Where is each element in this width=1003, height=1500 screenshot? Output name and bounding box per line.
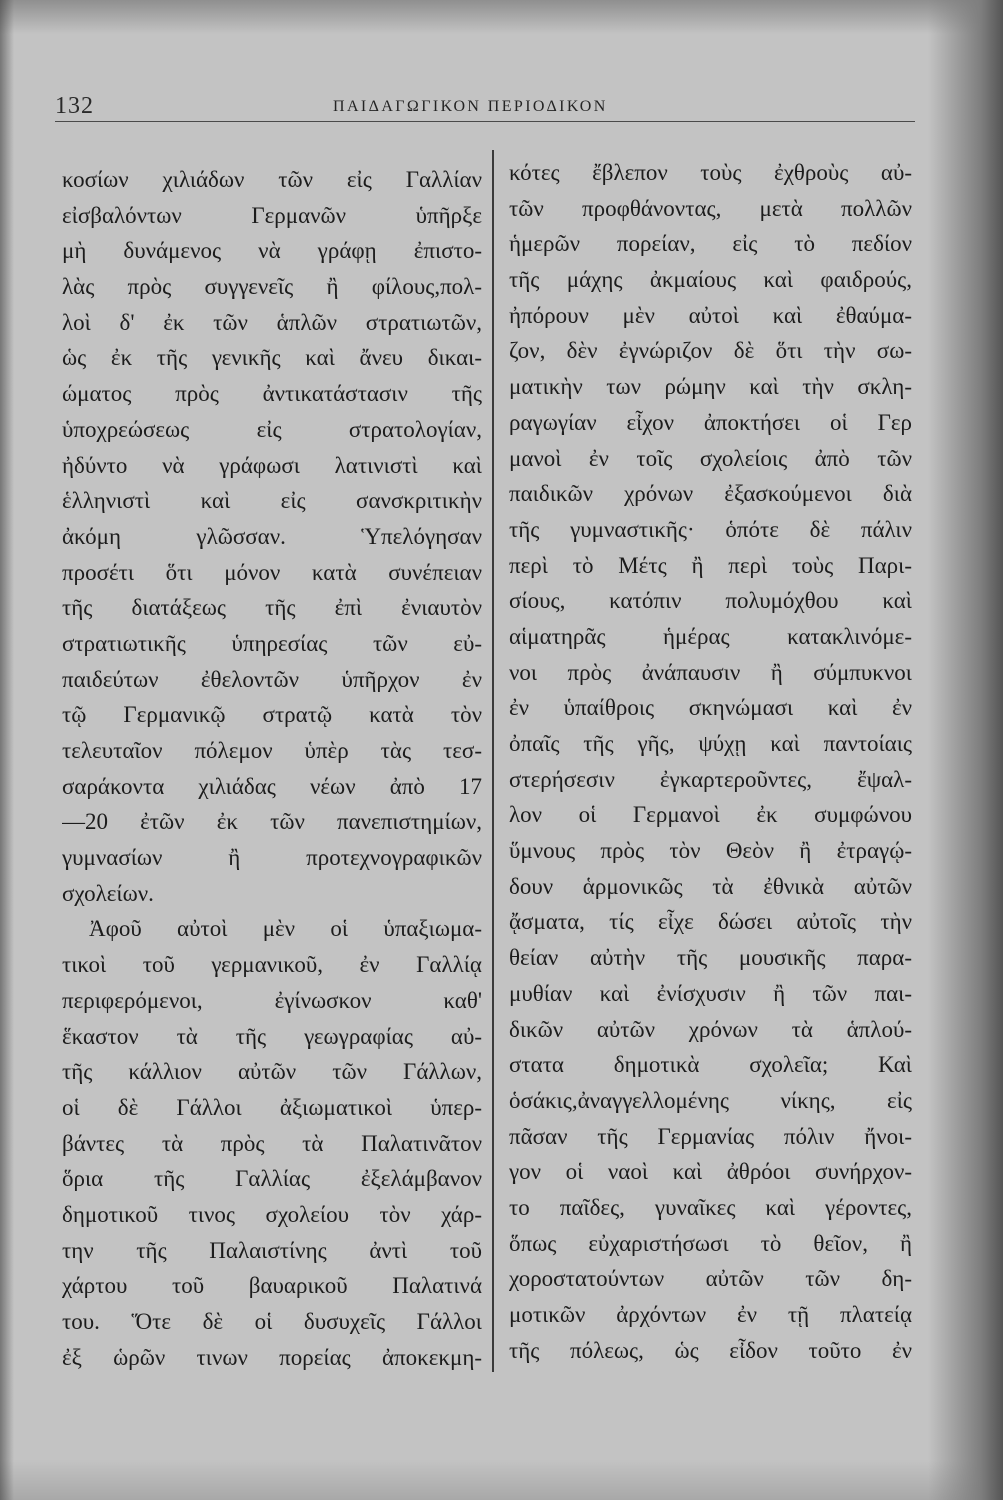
text-line: οἱ δὲ Γάλλοι ἀξιωματικοὶ ὑπερ-: [62, 1094, 482, 1120]
text-line: χάρτου τοῦ βαυαρικοῦ Παλατινά: [62, 1273, 482, 1299]
text-line: ὁσάκις,ἀναγγελλομένης νίκης, εἰς: [509, 1087, 912, 1113]
text-line: λοὶ δ' ἐκ τῶν ἁπλῶν στρατιωτῶν,: [62, 309, 482, 335]
text-line: τῆς πόλεως, ὡς εἶδον τοῦτο ἐν: [509, 1337, 912, 1363]
text-line: δημοτικοῦ τινος σχολείου τὸν χάρ-: [62, 1201, 482, 1227]
text-line: την τῆς Παλαιστίνης ἀντὶ τοῦ: [62, 1237, 482, 1263]
text-line: ἠπόρουν μὲν αὐτοὶ καὶ ἐθαύμα-: [509, 302, 912, 328]
text-line: παιδικῶν χρόνων ἐξασκούμενοι διὰ: [509, 481, 912, 507]
text-line: ὅπως εὐχαριστήσωσι τὸ θεῖον, ἢ: [509, 1230, 912, 1256]
text-line: μανοὶ ἐν τοῖς σχολείοις ἀπὸ τῶν: [509, 445, 912, 471]
text-line: γον οἱ ναοὶ καὶ ἀθρόοι συνήρχον-: [509, 1159, 912, 1185]
text-line: τῷ Γερμανικῷ στρατῷ κατὰ τὸν: [62, 702, 482, 728]
text-line: ὡς ἐκ τῆς γενικῆς καὶ ἄνευ δικαι-: [62, 345, 482, 371]
text-line: αἱματηρᾶς ἡμέρας κατακλινόμε-: [509, 623, 912, 649]
text-line: ραγωγίαν εἶχον ἀποκτήσει οἱ Γερ: [509, 409, 912, 435]
page-number: 132: [55, 93, 94, 119]
text-line: μὴ δυνάμενος νὰ γράφῃ ἐπιστο-: [62, 238, 482, 264]
text-line: —20 ἐτῶν ἐκ τῶν πανεπιστημίων,: [62, 809, 482, 835]
text-line: περιφερόμενοι, ἐγίνωσκον καθ': [62, 987, 482, 1013]
text-line: τῆς γυμναστικῆς· ὁπότε δὲ πάλιν: [509, 516, 912, 542]
text-line: δουν ἁρμονικῶς τὰ ἐθνικὰ αὐτῶν: [509, 873, 912, 899]
text-line: το παῖδες, γυναῖκες καὶ γέροντες,: [509, 1194, 912, 1220]
text-line: νοι πρὸς ἀνάπαυσιν ἢ σύμπυκνοι: [509, 659, 912, 685]
header-rule: [55, 121, 915, 122]
text-line: τικοὶ τοῦ γερμανικοῦ, ἐν Γαλλίᾳ: [62, 952, 482, 978]
text-line: τῶν προφθάνοντας, μετὰ πολλῶν: [509, 195, 912, 221]
paragraph-start-line: Ἀφοῦ αὐτοὶ μὲν οἱ ὑπαξιωμα-: [89, 916, 482, 942]
text-line: ἑλληνιστὶ καὶ εἰς σανσκριτικὴν: [62, 488, 482, 514]
text-line: πᾶσαν τῆς Γερμανίας πόλιν ἤνοι-: [509, 1123, 912, 1149]
text-line: ᾄσματα, τίς εἶχε δώσει αὐτοῖς τὴν: [509, 909, 912, 935]
running-title: ΠΑΙΔΑΓΩΓΙΚΟΝ ΠΕΡΙΟΔΙΚΟΝ: [333, 98, 608, 115]
text-line: τῆς μάχης ἀκμαίους καὶ φαιδρούς,: [509, 267, 912, 293]
text-line: εἰσβαλόντων Γερμανῶν ὑπῆρξε: [62, 202, 482, 228]
text-line: ἀκόμη γλῶσσαν. Ὑπελόγησαν: [62, 523, 482, 549]
text-line: λον οἱ Γερμανοὶ ἐκ συμφώνου: [509, 802, 912, 828]
text-line: γυμνασίων ἢ προτεχνογραφικῶν: [62, 845, 482, 871]
text-line: ἠδύντο νὰ γράφωσι λατινιστὶ καὶ: [62, 452, 482, 478]
text-line: μοτικῶν ἀρχόντων ἐν τῇ πλατείᾳ: [509, 1302, 912, 1327]
right-column: [509, 155, 912, 1368]
text-line: μυθίαν καὶ ἐνίσχυσιν ἢ τῶν παι-: [509, 980, 912, 1006]
column-divider: [492, 150, 494, 1372]
text-line: στατα δημοτικὰ σχολεῖα; Καὶ: [509, 1052, 912, 1078]
text-line: ὕμνους πρὸς τὸν Θεὸν ἢ ἐτραγῴ-: [509, 838, 912, 864]
text-line: ματικὴν των ρώμην καὶ τὴν σκλη-: [509, 374, 912, 400]
text-line: ζον, δὲν ἐγνώριζον δὲ ὅτι τὴν σω-: [509, 338, 912, 364]
text-line: στερήσεσιν ἐγκαρτεροῦντες, ἔψαλ-: [509, 766, 912, 792]
left-column: [62, 162, 482, 1375]
text-line: ὀπαῖς τῆς γῆς, ψύχῃ καὶ παντοίαις: [509, 731, 912, 756]
text-line: λὰς πρὸς συγγενεῖς ἢ φίλους,πολ-: [62, 274, 482, 300]
paragraph-end-line: σχολείων.: [62, 880, 154, 906]
text-line: ὅρια τῆς Γαλλίας ἐξελάμβανον: [62, 1166, 482, 1192]
text-line: ἕκαστον τὰ τῆς γεωγραφίας αὐ-: [62, 1023, 482, 1049]
text-line: σαράκοντα χιλιάδας νέων ἀπὸ 17: [62, 773, 482, 799]
text-line: τῆς διατάξεως τῆς ἐπὶ ἐνιαυτὸν: [62, 595, 482, 621]
text-line: προσέτι ὅτι μόνον κατὰ συνέπειαν: [62, 559, 482, 585]
text-line: ἐξ ὡρῶν τινων πορείας ἀποκεκμη-: [62, 1344, 482, 1370]
text-line: τελευταῖον πόλεμον ὑπὲρ τὰς τεσ-: [62, 738, 482, 763]
text-line: περὶ τὸ Μέτς ἢ περὶ τοὺς Παρι-: [509, 552, 912, 578]
text-line: βάντες τὰ πρὸς τὰ Παλατινᾶτον: [62, 1130, 482, 1156]
text-line: ὑποχρεώσεως εἰς στρατολογίαν,: [62, 416, 482, 442]
text-line: ἡμερῶν πορείαν, εἰς τὸ πεδίον: [509, 231, 912, 257]
text-line: τῆς κάλλιον αὐτῶν τῶν Γάλλων,: [62, 1059, 482, 1085]
text-line: στρατιωτικῆς ὑπηρεσίας τῶν εὐ-: [62, 630, 482, 656]
text-line: του. Ὅτε δὲ οἱ δυσυχεῖς Γάλλοι: [62, 1309, 482, 1334]
text-line: θείαν αὐτὴν τῆς μουσικῆς παρα-: [509, 945, 912, 971]
text-line: κότες ἔβλεπον τοὺς ἐχθροὺς αὐ-: [509, 160, 912, 185]
text-line: ώματος πρὸς ἀντικατάστασιν τῆς: [62, 381, 482, 407]
text-line: σίους, κατόπιν πολυμόχθου καὶ: [509, 588, 912, 614]
text-line: ἐν ὑπαίθροις σκηνώμασι καὶ ἐν: [509, 695, 912, 721]
text-line: κοσίων χιλιάδων τῶν εἰς Γαλλίαν: [62, 167, 482, 192]
text-line: παιδεύτων ἐθελοντῶν ὑπῆρχον ἐν: [62, 666, 482, 692]
text-line: χοροστατούντων αὐτῶν τῶν δη-: [509, 1266, 912, 1292]
text-line: δικῶν αὐτῶν χρόνων τὰ ἁπλού-: [509, 1016, 912, 1042]
